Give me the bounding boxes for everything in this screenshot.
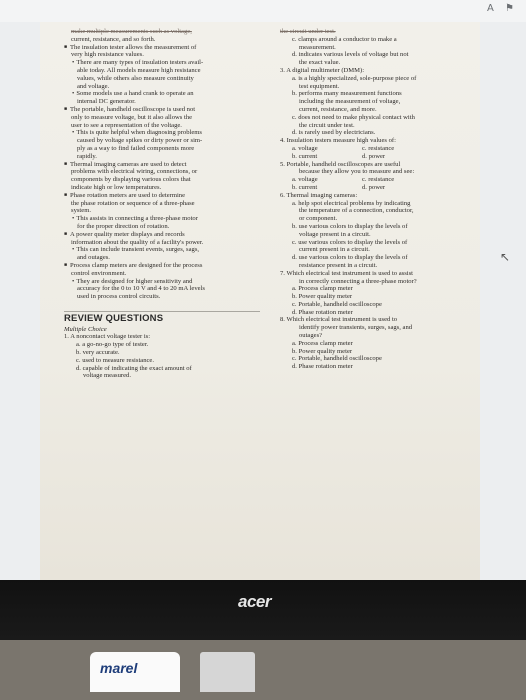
text-line: 5. Portable, handheld oscilloscopes are useful	[280, 160, 401, 168]
mouse-cursor-icon: ↖	[500, 250, 511, 264]
textbook-page-photo	[40, 22, 480, 582]
answer-option: b. current	[292, 152, 318, 160]
text-line: information about the quality of a facility's power.	[71, 238, 204, 246]
right-column	[280, 28, 470, 371]
text-line	[280, 184, 470, 192]
text-line: control environment.	[71, 269, 127, 277]
text-line: d. indicates various levels of voltage but not	[292, 51, 409, 59]
text-line: • There are many types of insulation testers avail-	[64, 59, 260, 67]
text-line: c. Portable, handheld oscilloscope	[292, 355, 382, 363]
text-line: or component.	[299, 215, 338, 223]
laptop-base	[0, 640, 526, 700]
sticker-logo: marel	[100, 660, 138, 676]
spec-badge	[200, 652, 255, 692]
text-line: the circuit under test.	[299, 121, 355, 129]
text-line: used in process control circuits.	[77, 293, 161, 301]
text-line: ply as a way to find failed components more	[77, 144, 195, 152]
text-line: ■ A power quality meter displays and records	[64, 231, 260, 239]
text-line: • This can include transient events, surges, sags,	[64, 246, 260, 254]
text-line: b. Power quality meter	[292, 293, 353, 301]
text-line: a. Process clamp meter	[292, 285, 353, 293]
text-line: d. Phase rotation meter	[292, 363, 353, 371]
text-line: test equipment.	[299, 82, 340, 90]
text-line: c. Portable, handheld oscilloscope	[292, 300, 382, 308]
text-line: voltage measured.	[83, 372, 131, 380]
text-line: 7. Which electrical test instrument is used to assist	[280, 269, 414, 277]
text-line: rapidly.	[77, 152, 97, 160]
text-line: able today. All models measure high resistance	[77, 66, 201, 74]
text-line: accuracy for the 0 to 10 V and 4 to 20 mA levels	[77, 285, 205, 293]
text-line: c. clamps around a conductor to make a	[292, 35, 397, 43]
text-line: and voltage.	[77, 82, 110, 90]
review-questions-heading: REVIEW QUESTIONS	[64, 311, 260, 323]
text-line: ■ The insulation tester allows the measurement of	[64, 44, 260, 52]
text-line: c. use various colors to display the levels of	[292, 238, 408, 246]
text-line: ■ Process clamp meters are designed for the process	[64, 262, 260, 270]
text-line: the circuit under test.	[280, 28, 336, 35]
text-line: the phase rotation or sequence of a three-phase	[71, 199, 195, 207]
text-line: • This is quite helpful when diagnosing problems	[64, 129, 260, 137]
text-line: outages?	[299, 332, 323, 340]
text-size-icon[interactable]: A	[487, 3, 494, 14]
answer-option: a. voltage	[292, 176, 318, 184]
text-line: and outages.	[77, 254, 110, 262]
text-line: current, resistance, and more.	[299, 105, 377, 113]
text-line: b. use various colors to display the levels of	[292, 222, 408, 230]
text-line: 6. Thermal imaging cameras:	[280, 191, 358, 199]
text-line: because they allow you to measure and see:	[299, 168, 415, 176]
text-line: system.	[71, 207, 91, 215]
text-line: a. a go-no-go type of tester.	[76, 341, 149, 349]
text-line: only to measure voltage, but it also allows the	[71, 113, 193, 121]
text-line: problems with electrical wiring, connections, or	[71, 168, 198, 176]
text-line: • Some models use a hand crank to operate an	[64, 90, 260, 98]
text-line: components by displaying various colors that	[71, 176, 191, 184]
text-line: d. Phase rotation meter	[292, 308, 353, 316]
text-line: 8. Which electrical test instrument is used to	[280, 316, 398, 324]
text-line: ■ The portable, handheld oscilloscope is used not	[64, 106, 260, 114]
text-line: the temperature of a connection, conductor,	[299, 207, 414, 215]
text-line: d. use various colors to display the levels of	[292, 254, 408, 262]
text-line: b. very accurate.	[76, 349, 120, 357]
text-line: c. does not need to make physical contact with	[292, 113, 415, 121]
text-line: b. Power quality meter	[292, 347, 353, 355]
text-line: caused by voltage spikes or dirty power or sim-	[77, 137, 203, 145]
text-line: values, while others also measure continuity	[77, 74, 194, 82]
text-line: indicate high or low temperatures.	[71, 183, 162, 191]
text-line: a. is a highly specialized, sole-purpose piece of	[292, 74, 417, 82]
text-line: ■ Phase rotation meters are used to determine	[64, 192, 260, 200]
text-line: very high resistance values.	[71, 51, 144, 59]
answer-option: c. resistance	[362, 176, 395, 184]
viewer-toolbar	[0, 0, 526, 22]
text-line: current, resistance, and so forth.	[71, 35, 156, 43]
brand-logo: acer	[238, 592, 271, 611]
text-line: for the proper direction of rotation.	[77, 222, 170, 230]
text-line: in correctly connecting a three-phase motor?	[299, 277, 417, 285]
text-line: resistance present in a circuit.	[299, 261, 378, 269]
text-line: including the measurement of voltage,	[299, 98, 401, 106]
text-line: • They are designed for higher sensitivity and	[64, 278, 260, 286]
text-line: voltage present in a circuit.	[299, 230, 371, 238]
multiple-choice-label: Multiple Choice	[64, 325, 107, 333]
text-line: ■ Thermal imaging cameras are used to detect	[64, 161, 260, 169]
answer-option: c. resistance	[362, 144, 395, 152]
text-line: make multiple measurements such as voltage,	[71, 28, 192, 35]
text-line: b. performs many measurement functions	[292, 90, 402, 98]
text-line	[280, 145, 470, 153]
answer-option: a. voltage	[292, 144, 318, 152]
text-line	[280, 153, 470, 161]
answer-option: d. power	[362, 183, 386, 191]
text-line: the exact value.	[299, 59, 341, 67]
answer-option: b. current	[292, 183, 318, 191]
text-line: measurement.	[299, 43, 336, 51]
answer-option: d. power	[362, 152, 386, 160]
flag-icon[interactable]: ⚑	[505, 3, 514, 14]
text-line: identify power transients, surges, sags, and	[299, 324, 413, 332]
text-line	[280, 176, 470, 184]
text-line: 4. Insulation testers measure high values of:	[280, 137, 396, 145]
text-line: 1. A noncontact voltage tester is:	[64, 333, 151, 341]
text-line: current present in a circuit.	[299, 246, 370, 254]
text-line: c. used to measure resistance.	[76, 356, 154, 364]
text-line: • This assists in connecting a three-phase motor	[64, 215, 260, 223]
text-line: d. is rarely used by electricians.	[292, 129, 376, 137]
text-line: user to see a representation of the voltage.	[71, 121, 182, 129]
text-line: d. capable of indicating the exact amount of	[76, 364, 192, 372]
left-column	[64, 28, 260, 380]
text-line: a. Process clamp meter	[292, 339, 353, 347]
text-line: a. help spot electrical problems by indicating	[292, 199, 411, 207]
text-line: internal DC generator.	[77, 98, 136, 106]
text-line: 3. A digital multimeter (DMM):	[280, 66, 365, 74]
